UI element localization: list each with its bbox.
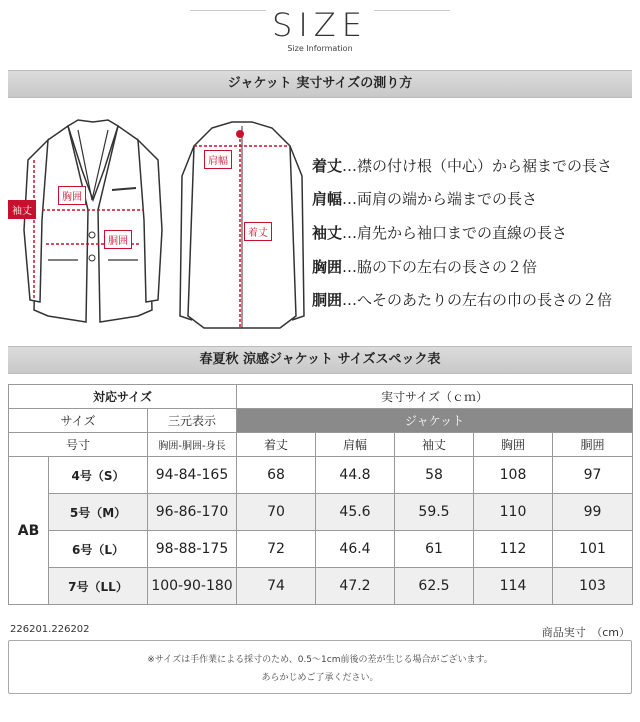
measure-section-banner: ジャケット 実寸サイズの測り方 (8, 70, 632, 98)
table-cell: 72 (237, 531, 316, 568)
legend-item: 肩幅…両肩の端から端までの長さ (312, 190, 538, 208)
dims-value: 100-90-180 (148, 568, 237, 605)
header-jissun: 実寸サイズ（ｃｍ） (237, 385, 633, 409)
table-cell: 44.8 (316, 457, 395, 494)
header-taio: 対応サイズ (9, 385, 237, 409)
table-row (9, 531, 633, 568)
chest-tag: 胸囲 (58, 186, 86, 205)
table-cell: 68 (237, 457, 316, 494)
header-size: サイズ (9, 409, 148, 433)
size-spec-table (8, 384, 633, 605)
size-label: 7号（LL） (49, 568, 148, 605)
length-tag: 着丈 (244, 222, 272, 241)
table-cell: 58 (395, 457, 474, 494)
table-row (9, 457, 633, 494)
header-jacket: ジャケット (237, 409, 633, 433)
title-rule (374, 10, 450, 11)
table-cell: 112 (474, 531, 553, 568)
table-cell: 110 (474, 494, 553, 531)
col-header: 胴囲 (553, 433, 633, 457)
note-line-1: ※サイズは手作業による採寸のため、0.5～1cm前後の差が生じる場合がございます。 (147, 655, 493, 665)
sleeve-tag: 袖丈 (8, 200, 36, 219)
size-label: 5号（M） (49, 494, 148, 531)
col-header: 袖丈 (395, 433, 474, 457)
header-dims: 胸囲-胴囲-身長 (148, 433, 237, 457)
table-cell: 97 (553, 457, 633, 494)
table-cell: 101 (553, 531, 633, 568)
size-label: 6号（L） (49, 531, 148, 568)
page-title: SIZE (272, 6, 368, 44)
shoulder-tag: 肩幅 (204, 150, 232, 169)
legend-item: 着丈…襟の付け根（中心）から裾までの長さ (312, 157, 613, 175)
jacket-back-diagram (172, 116, 312, 342)
size-label: 4号（S） (49, 457, 148, 494)
unit-label: 商品実寸 （cm） (541, 626, 630, 639)
note-line-2: あらかじめご了承ください。 (261, 673, 379, 683)
legend-item: 胸囲…脇の下の左右の長さの２倍 (312, 258, 538, 276)
page-subtitle: Size Information (287, 44, 353, 53)
jacket-front-diagram (8, 110, 178, 340)
table-row (9, 568, 633, 605)
table-cell: 46.4 (316, 531, 395, 568)
table-cell: 61 (395, 531, 474, 568)
table-row (9, 494, 633, 531)
table-cell: 114 (474, 568, 553, 605)
col-header: 胸囲 (474, 433, 553, 457)
table-cell: 62.5 (395, 568, 474, 605)
product-code: 226201.226202 (10, 624, 90, 635)
table-cell: 45.6 (316, 494, 395, 531)
dims-value: 96-86-170 (148, 494, 237, 531)
spec-section-banner: 春夏秋 涼感ジャケット サイズスペック表 (8, 346, 632, 374)
table-cell: 103 (553, 568, 633, 605)
group-label: AB (9, 457, 49, 605)
table-cell: 59.5 (395, 494, 474, 531)
col-header: 肩幅 (316, 433, 395, 457)
header-gosun: 号寸 (9, 433, 148, 457)
title-rule (190, 10, 266, 11)
table-cell: 99 (553, 494, 633, 531)
header-sangen: 三元表示 (148, 409, 237, 433)
legend-item: 袖丈…肩先から袖口までの直線の長さ (312, 224, 568, 242)
waist-tag: 胴囲 (104, 230, 132, 249)
dims-value: 98-88-175 (148, 531, 237, 568)
table-cell: 108 (474, 457, 553, 494)
col-header: 着丈 (237, 433, 316, 457)
table-cell: 70 (237, 494, 316, 531)
table-cell: 47.2 (316, 568, 395, 605)
dims-value: 94-84-165 (148, 457, 237, 494)
legend-item: 胴囲…へそのあたりの左右の巾の長さの２倍 (312, 291, 613, 309)
note-box (8, 640, 632, 694)
table-cell: 74 (237, 568, 316, 605)
